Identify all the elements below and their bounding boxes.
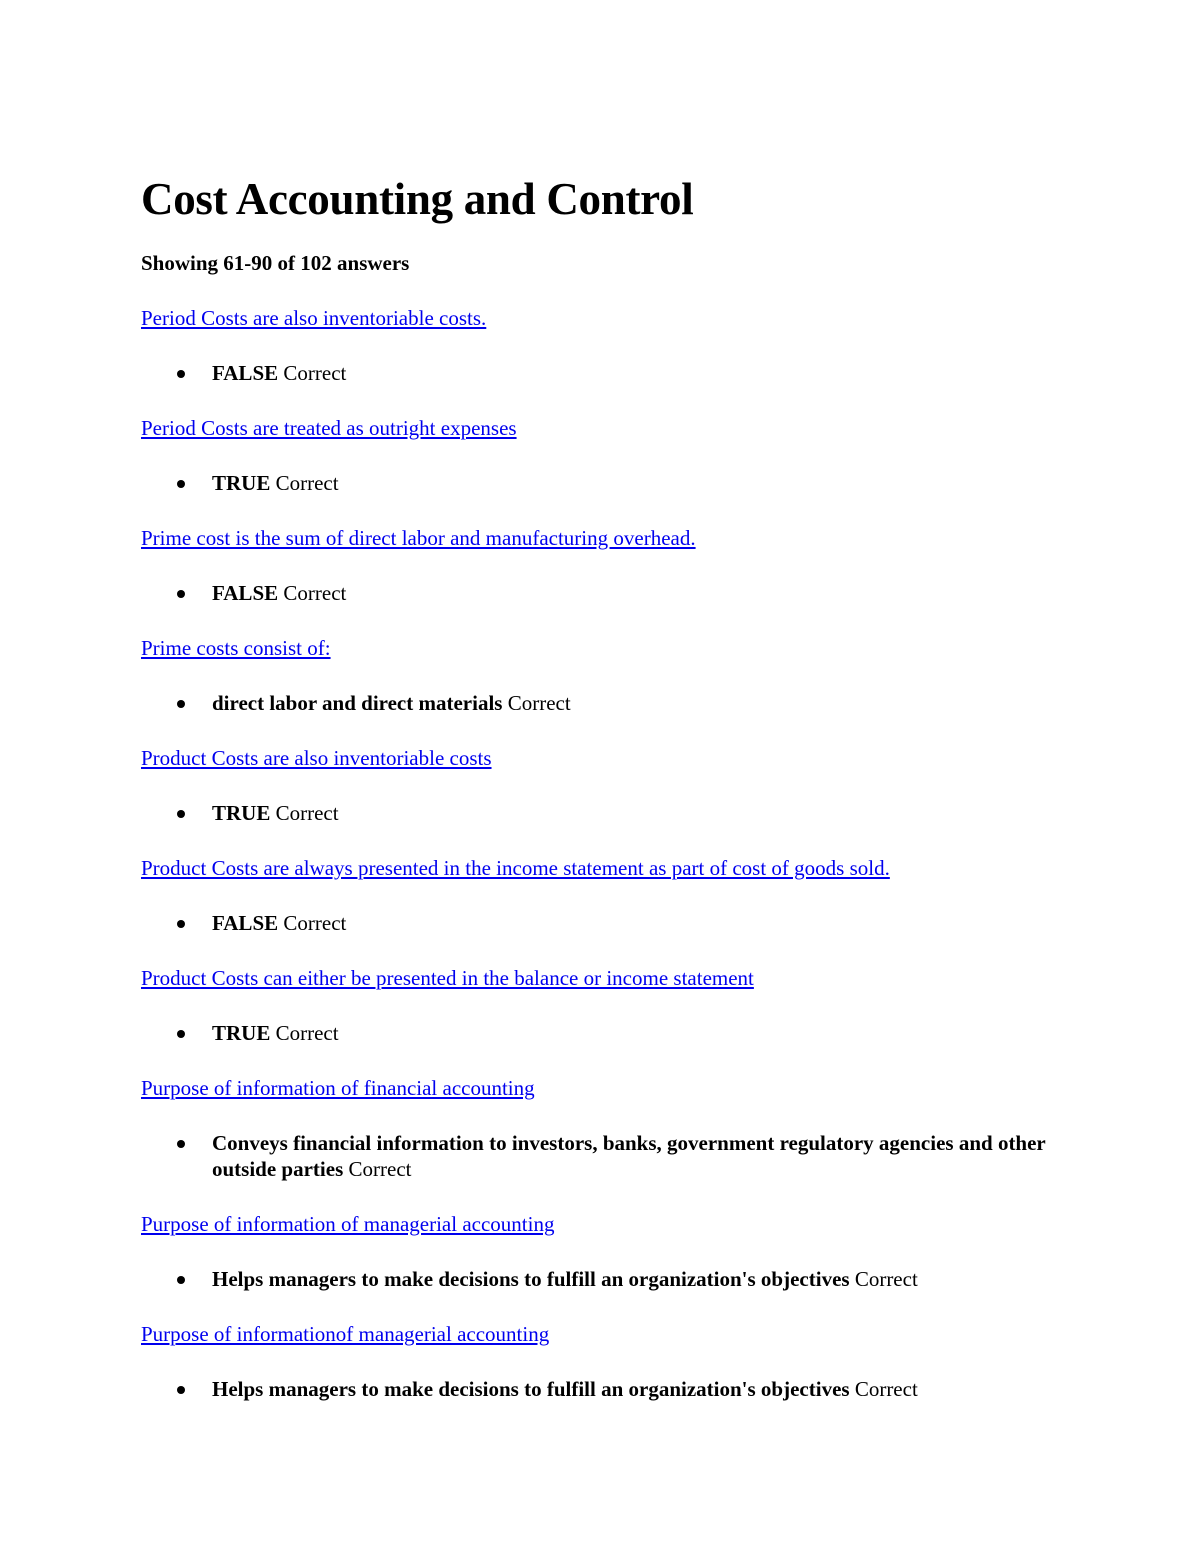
qa-list	[141, 276, 1071, 1402]
question-link[interactable]: Product Costs are always presented in the income statement as part of cost of goods sold.	[141, 856, 890, 880]
qa-item	[141, 1046, 1071, 1182]
answer-status: Correct	[507, 691, 571, 715]
bullet-icon	[177, 590, 185, 598]
answer-status: Correct	[854, 1267, 918, 1291]
answer-item	[141, 1266, 1052, 1292]
results-count: Showing 61-90 of 102 answers	[141, 251, 410, 275]
answer-text: Helps managers to make decisions to fulfill an organization's objectives	[212, 1267, 850, 1291]
qa-item	[141, 1182, 1071, 1292]
qa-item	[141, 716, 1071, 826]
question-link[interactable]: Prime cost is the sum of direct labor and manufacturing overhead.	[141, 526, 696, 550]
answer-item	[141, 690, 1052, 716]
answer-status: Correct	[283, 361, 347, 385]
qa-item	[141, 276, 1071, 386]
question-link[interactable]: Purpose of information of financial accounting	[141, 1076, 535, 1100]
bullet-icon	[177, 370, 185, 378]
answer-list	[141, 1130, 1071, 1182]
bullet-icon	[177, 810, 185, 818]
answer-item	[141, 1376, 1052, 1402]
answer-list	[141, 690, 1071, 716]
answer-item	[141, 360, 1052, 386]
bullet-icon	[177, 1030, 185, 1038]
answer-item	[141, 910, 1052, 936]
bullet-icon	[177, 480, 185, 488]
answer-text: FALSE	[212, 361, 279, 385]
answer-item	[141, 470, 1052, 496]
bullet-icon	[177, 700, 185, 708]
answer-list	[141, 470, 1071, 496]
question-link[interactable]: Period Costs are also inventoriable costs.	[141, 306, 487, 330]
answer-status: Correct	[275, 471, 339, 495]
qa-item	[141, 606, 1071, 716]
answer-list	[141, 910, 1071, 936]
question-link[interactable]: Product Costs are also inventoriable costs	[141, 746, 492, 770]
document-page	[141, 168, 1071, 1402]
answer-text: TRUE	[212, 801, 271, 825]
answer-list	[141, 800, 1071, 826]
answer-text: TRUE	[212, 1021, 271, 1045]
answer-list	[141, 580, 1071, 606]
answer-item	[141, 1130, 1052, 1182]
answer-text: Helps managers to make decisions to fulfill an organization's objectives	[212, 1377, 850, 1401]
bullet-icon	[177, 920, 185, 928]
answer-item	[141, 1020, 1052, 1046]
answer-item	[141, 800, 1052, 826]
answer-list	[141, 1266, 1071, 1292]
bullet-icon	[177, 1140, 185, 1148]
answer-text: Conveys financial information to investors, banks, government regulatory agencies and other outside parties	[212, 1131, 1046, 1181]
bullet-icon	[177, 1386, 185, 1394]
bullet-icon	[177, 1276, 185, 1284]
qa-item	[141, 1292, 1071, 1402]
question-link[interactable]: Prime costs consist of:	[141, 636, 331, 660]
answer-text: FALSE	[212, 581, 279, 605]
answer-status: Correct	[275, 1021, 339, 1045]
page-title: Cost Accounting and Control	[141, 174, 694, 224]
question-link[interactable]: Product Costs can either be presented in the balance or income statement	[141, 966, 754, 990]
answer-status: Correct	[854, 1377, 918, 1401]
question-link[interactable]: Period Costs are treated as outright expenses	[141, 416, 517, 440]
answer-status: Correct	[275, 801, 339, 825]
answer-list	[141, 1376, 1071, 1402]
answer-text: TRUE	[212, 471, 271, 495]
answer-text: FALSE	[212, 911, 279, 935]
qa-item	[141, 386, 1071, 496]
qa-item	[141, 496, 1071, 606]
qa-item	[141, 936, 1071, 1046]
answer-list	[141, 360, 1071, 386]
answer-status: Correct	[283, 581, 347, 605]
answer-list	[141, 1020, 1071, 1046]
answer-status: Correct	[348, 1157, 412, 1181]
qa-item	[141, 826, 1071, 936]
question-link[interactable]: Purpose of information of managerial accounting	[141, 1212, 555, 1236]
answer-item	[141, 580, 1052, 606]
answer-status: Correct	[283, 911, 347, 935]
answer-text: direct labor and direct materials	[212, 691, 503, 715]
question-link[interactable]: Purpose of informationof managerial accounting	[141, 1322, 550, 1346]
